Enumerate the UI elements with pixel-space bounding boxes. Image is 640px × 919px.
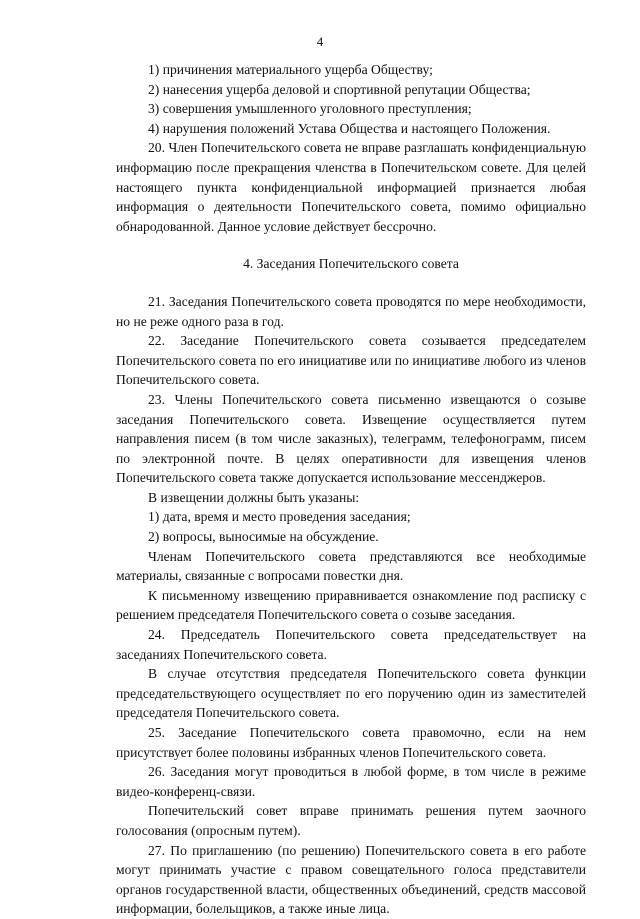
notice-item-1: 1) дата, время и место проведения заседания; bbox=[148, 509, 411, 525]
clause-21: 21. Заседания Попечительского совета проводятся по мере необходимости, но не реже одного раза в год. bbox=[116, 293, 586, 329]
page-number: 4 bbox=[316, 34, 324, 49]
clause-27: 27. По приглашению (по решению) Попечительского совета в его работе могут принимать участие с правом совещательного голоса представители органов государственной власти, общественных объединений, средств массовой информации, болельщиков, а также иные лица. bbox=[116, 842, 586, 917]
list-item-3: 3) совершения умышленного уголовного преступления; bbox=[148, 101, 472, 117]
receipt-paragraph: К письменному извещению приравнивается ознакомление под расписку с решением председателя Попечительского совета о созыве заседания. bbox=[116, 587, 586, 623]
absentee-vote-paragraph: Попечительский совет вправе принимать решения путем заочного голосования (опросным путем). bbox=[116, 803, 586, 838]
list-item-1: 1) причинения материального ущерба Обществу; bbox=[148, 62, 433, 77]
materials-paragraph: Членам Попечительского совета представляются все необходимые материалы, связанные с вопросами повестки дня. bbox=[116, 548, 586, 584]
clause-22: 22. Заседание Попечительского совета созывается председателем Попечительского совета по его инициативе или по инициативе любого из членов Попечительского совета. bbox=[116, 333, 586, 388]
notice-item-2: 2) вопросы, выносимые на обсуждение. bbox=[148, 529, 379, 545]
absence-paragraph: В случае отсутствия председателя Попечительского совета функции председательствующего осуществляет по его поручению один из заместителей председателя Попечительского совета. bbox=[116, 666, 586, 721]
clause-20: 20. Член Попечительского совета не вправе разглашать конфиденциальную информацию после прекращения членства в Попечительском совете. Для целей настоящего пункта конфиденциальной информацией признается любая информация о деятельности Попечительского совета, помимо официально обнародованной. Данное условие действует бессрочно. bbox=[116, 140, 586, 234]
document-body bbox=[116, 60, 586, 919]
clause-23: 23. Члены Попечительского совета письменно извещаются о созыве заседания Попечительского совета. Извещение осуществляется путем направления писем (в том числе заказных), телеграмм, телефонограмм, писем по электронной почте. В целях оперативности для извещения членов Попечительского совета также допускается использование мессенджеров. bbox=[116, 391, 586, 486]
list-item-4: 4) нарушения положений Устава Общества и настоящего Положения. bbox=[148, 120, 551, 136]
clause-26: 26. Заседания могут проводиться в любой форме, в том числе в режиме видео-конференц-связи. bbox=[116, 764, 586, 799]
section-heading: 4. Заседания Попечительского совета bbox=[243, 256, 459, 272]
notice-intro: В извещении должны быть указаны: bbox=[148, 489, 360, 505]
clause-24: 24. Председатель Попечительского совета председательствует на заседаниях Попечительского совета. bbox=[116, 627, 586, 662]
clause-25: 25. Заседание Попечительского совета правомочно, если на нем присутствует более половины избранных членов Попечительского совета. bbox=[116, 725, 586, 760]
list-item-2: 2) нанесения ущерба деловой и спортивной репутации Общества; bbox=[148, 81, 531, 97]
